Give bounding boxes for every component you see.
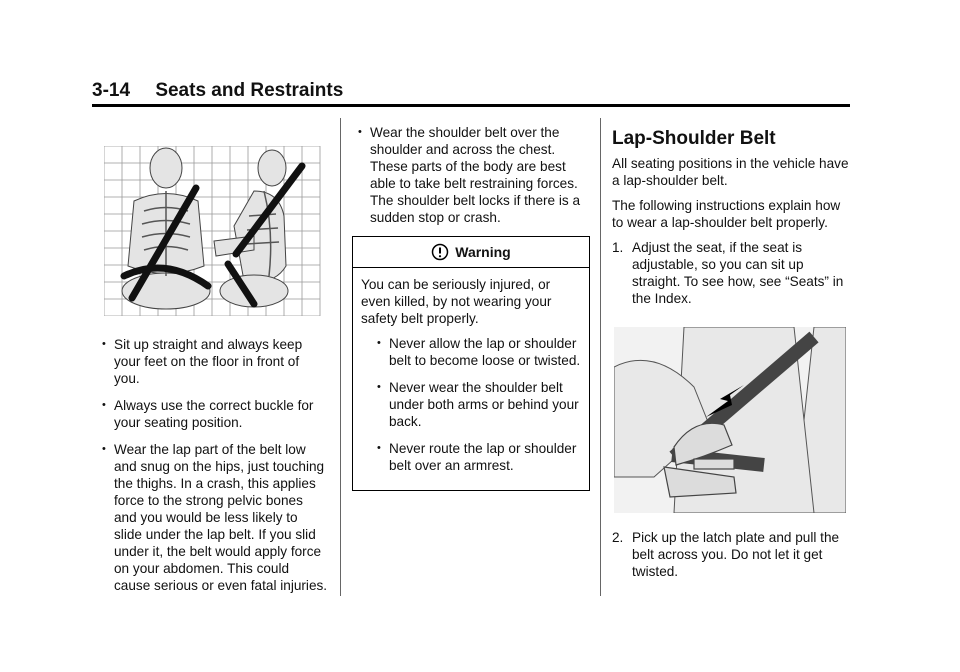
bullet-text: Never allow the lap or shoulder belt to become loose or twisted. xyxy=(389,336,581,368)
paragraph: All seating positions in the vehicle have a lap-shoulder belt. xyxy=(612,156,849,188)
step-text: Adjust the seat, if the seat is adjustable, so you can sit up straight. To see how, see “Seats” in the Index. xyxy=(632,240,844,306)
column-two xyxy=(352,124,590,491)
step-text: Pick up the latch plate and pull the belt across you. Do not let it get twisted. xyxy=(632,530,840,579)
list-item xyxy=(371,379,581,430)
bullet-text: Never route the lap or shoulder belt over an armrest. xyxy=(389,441,577,473)
step-number: 2. xyxy=(612,530,624,545)
bullet-text: Sit up straight and always keep your feet on the floor in front of you. xyxy=(114,337,303,386)
column-divider-right xyxy=(600,118,601,596)
step-number: 1. xyxy=(612,240,624,255)
warning-body xyxy=(353,268,589,490)
seated-skeleton-illustration xyxy=(104,146,324,316)
column-three xyxy=(612,130,852,588)
column-divider-left xyxy=(340,118,341,596)
bullet-text: Never wear the shoulder belt under both arms or behind your back. xyxy=(389,380,579,429)
step-item xyxy=(612,529,852,580)
bullet-glyph: • xyxy=(377,442,381,454)
section-title: Seats and Restraints xyxy=(155,80,344,101)
bullet-text: Wear the lap part of the belt low and snug on the hips, just touching the thighs. In a crash, this applies force to the strong pelvic bones and you would be less likely to slide under the lap belt. If you slid under it, the belt would apply force on your abdomen. This could cause serious or even fatal injuries. xyxy=(114,442,328,593)
list-item xyxy=(96,336,328,387)
warning-intro: You can be seriously injured, or even killed, by not wearing your safety belt properly. xyxy=(361,277,552,326)
bullet-glyph: • xyxy=(377,337,381,349)
page-header xyxy=(92,80,343,102)
bullet-glyph: • xyxy=(102,338,106,350)
section-heading: Lap-Shoulder Belt xyxy=(612,128,776,149)
bullet-text: Wear the shoulder belt over the shoulder and across the chest. These parts of the body are best able to take belt restraining forces. The shoulder belt locks if there is a sudden stop or crash. xyxy=(370,125,581,225)
header-rule xyxy=(92,104,850,107)
step-item xyxy=(612,239,852,307)
paragraph: The following instructions explain how to wear a lap-shoulder belt properly. xyxy=(612,198,841,230)
list-item xyxy=(371,440,581,474)
column-one xyxy=(96,140,328,604)
list-item xyxy=(96,441,328,594)
bullet-text: Always use the correct buckle for your seating position. xyxy=(114,398,314,430)
list-item xyxy=(371,335,581,369)
page-number: 3-14 xyxy=(92,80,131,101)
warning-title: Warning xyxy=(455,243,511,260)
bullet-glyph: • xyxy=(102,399,106,411)
warning-box xyxy=(352,236,590,491)
bullet-glyph: • xyxy=(358,126,362,138)
bullet-glyph: • xyxy=(102,443,106,455)
bullet-glyph: • xyxy=(377,381,381,393)
warning-header xyxy=(353,237,589,267)
list-item xyxy=(352,124,590,226)
list-item xyxy=(96,397,328,431)
warning-icon xyxy=(431,243,449,261)
latch-plate-illustration xyxy=(614,327,846,513)
